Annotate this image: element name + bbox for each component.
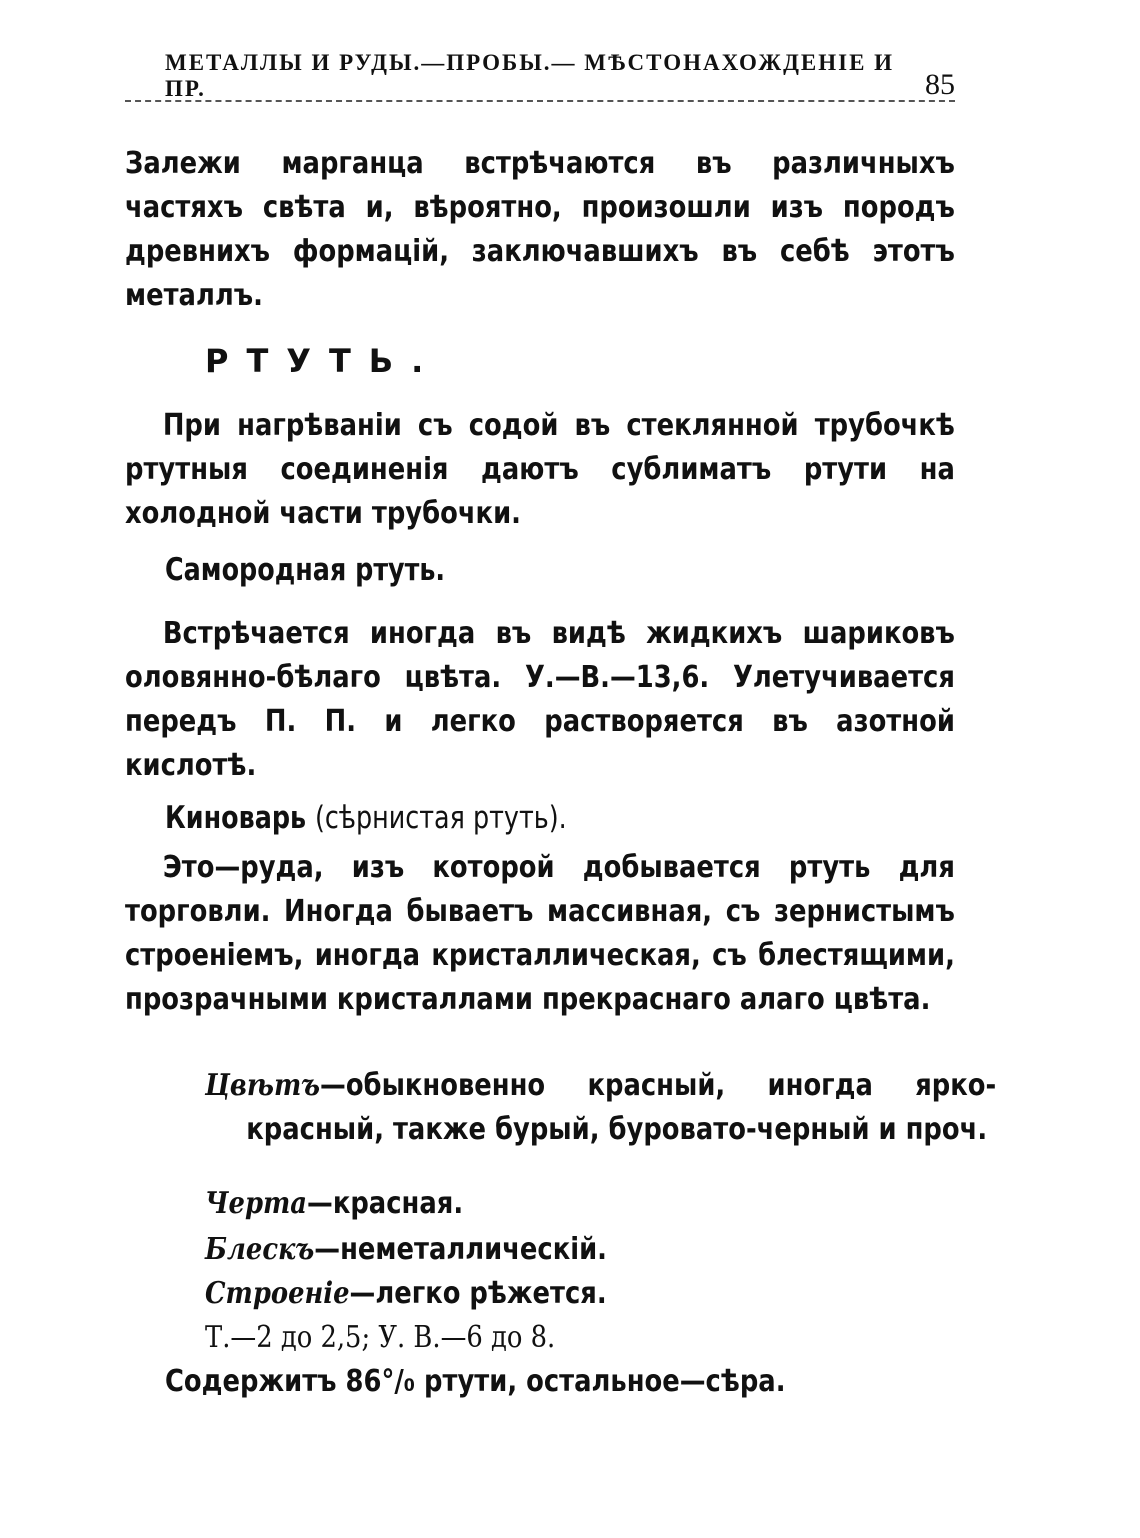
property-label: Цвѣтъ <box>205 1068 321 1103</box>
hardness-block <box>205 1316 1035 1360</box>
property-streak <box>205 1182 919 1226</box>
property-label: Черта <box>205 1186 308 1221</box>
property-structure <box>205 1272 919 1316</box>
content-block <box>165 1360 995 1404</box>
section-title-block <box>205 342 1035 380</box>
page-number: 85 <box>925 68 955 101</box>
cinnabar-title-block <box>165 800 995 836</box>
running-title: МЕТАЛЛЫ И РУДЫ.—ПРОБЫ.— МѢСТОНАХОЖДЕНІЕ И ПР. <box>165 50 895 101</box>
cinnabar-block <box>125 846 955 1022</box>
property-color <box>205 1064 996 1152</box>
running-header <box>165 50 955 102</box>
native-mercury-title: Самородная ртуть. <box>165 552 446 588</box>
content-line: Содержитъ 86°/₀ ртути, остальное—сѣра. <box>165 1364 786 1399</box>
section-intro-block <box>125 404 955 536</box>
intro-block <box>125 142 955 318</box>
property-label: Блескъ <box>205 1232 315 1267</box>
intro-paragraph: Залежи марганца встрѣчаются въ различныхъ частяхъ свѣта и, вѣроятно, произошли изъ породъ древнихъ формацій, заключавшихъ въ себѣ этотъ металлъ. <box>125 146 955 313</box>
cinnabar-text: Это—руда, изъ которой добывается ртуть для торговли. Иногда бываетъ массивная, съ зернистымъ строеніемъ, иногда кристаллическая, съ блестящими, прозрачными кристаллами прекраснаго алаго цвѣта. <box>125 850 955 1017</box>
cinnabar-title-bold: Киноварь <box>165 800 307 836</box>
property-value: —неметаллическій. <box>314 1232 607 1267</box>
property-value: —красная. <box>307 1186 464 1221</box>
hardness-line: Т.—2 до 2,5; У. В.—6 до 8. <box>205 1320 556 1355</box>
property-luster-block <box>205 1228 1035 1272</box>
section-intro: При нагрѣваніи съ содой въ стеклянной трубочкѣ ртутныя соединенія даютъ сублиматъ ртути на холодной части трубочки. <box>125 408 955 531</box>
property-luster <box>205 1228 919 1272</box>
property-streak-block <box>205 1182 1035 1226</box>
native-mercury-text: Встрѣчается иногда въ видѣ жидкихъ шариковъ оловянно-бѣлаго цвѣта. У.—В.—13,6. Улетучивается передъ П. П. и легко растворяется въ азотной кислотѣ. <box>125 616 955 783</box>
native-mercury-title-block <box>165 552 995 588</box>
section-title: РТУТЬ. <box>205 342 442 380</box>
property-value: —легко рѣжется. <box>349 1276 607 1311</box>
cinnabar-title-rest: (сѣрнистая ртуть). <box>314 800 567 836</box>
property-structure-block <box>205 1272 1035 1316</box>
property-label: Строеніе <box>205 1276 350 1311</box>
property-value: —обыкновенно красный, иногда ярко-красный, также бурый, буровато-черный и проч. <box>246 1068 997 1147</box>
cinnabar-properties <box>205 1064 997 1152</box>
cinnabar-title <box>165 800 846 836</box>
header-rule <box>125 100 955 102</box>
native-mercury-block <box>125 612 955 788</box>
